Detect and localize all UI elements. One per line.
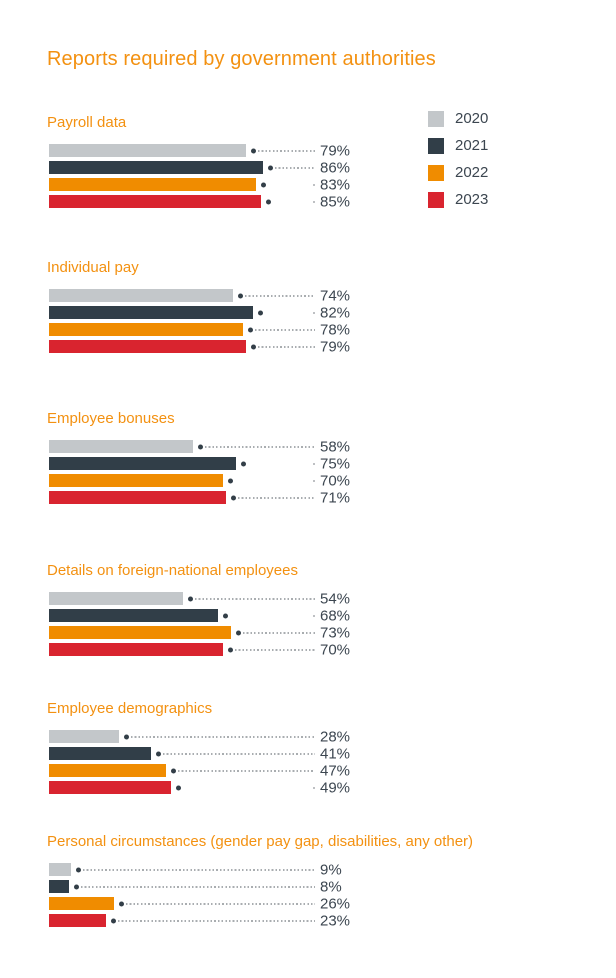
chart-group — [47, 700, 587, 796]
bar-2023 — [49, 643, 223, 656]
legend-label: 2023 — [455, 191, 489, 208]
leader-dotted-line — [255, 329, 315, 331]
value-label: 74% — [320, 287, 351, 304]
bar-row-2022 — [49, 323, 379, 336]
bar-end-dot — [251, 344, 256, 349]
leader-dotted-line — [163, 753, 315, 755]
bar-rows — [49, 289, 379, 357]
leader-dotted-line — [245, 295, 315, 297]
leader-dot — [313, 312, 315, 314]
leader-dotted-line — [178, 770, 315, 772]
legend-swatch-2021 — [428, 138, 444, 154]
bar-2020 — [49, 440, 193, 453]
bar-end-dot — [231, 495, 236, 500]
bar-end-dot — [156, 751, 161, 756]
value-label: 9% — [320, 861, 342, 878]
bar-end-dot — [198, 444, 203, 449]
legend-item-2021 — [428, 138, 488, 154]
bar-end-dot — [119, 901, 124, 906]
bar-row-2023 — [49, 914, 379, 927]
bar-row-2021 — [49, 161, 379, 174]
leader-dotted-line — [235, 649, 315, 651]
bar-row-2021 — [49, 306, 379, 319]
group-title: Individual pay — [47, 259, 139, 276]
bar-end-dot — [171, 768, 176, 773]
bar-row-2020 — [49, 440, 379, 453]
group-title: Employee bonuses — [47, 410, 175, 427]
bar-2022 — [49, 626, 231, 639]
value-label: 8% — [320, 878, 342, 895]
bar-row-2021 — [49, 609, 379, 622]
bar-end-dot — [266, 199, 271, 204]
group-title: Payroll data — [47, 114, 127, 131]
bar-2023 — [49, 195, 261, 208]
bar-rows — [49, 440, 379, 508]
leader-dotted-line — [126, 903, 315, 905]
bar-end-dot — [241, 461, 246, 466]
bar-end-dot — [228, 478, 233, 483]
bar-rows — [49, 730, 379, 798]
leader-dotted-line — [258, 150, 315, 152]
legend-label: 2020 — [455, 110, 489, 127]
bar-2023 — [49, 781, 171, 794]
value-label: 23% — [320, 912, 351, 929]
legend-label: 2021 — [455, 137, 489, 154]
bar-row-2023 — [49, 195, 379, 208]
leader-dot — [313, 787, 315, 789]
bar-end-dot — [111, 918, 116, 923]
leader-dotted-line — [275, 167, 315, 169]
bar-row-2022 — [49, 764, 379, 777]
bar-end-dot — [223, 613, 228, 618]
bar-2023 — [49, 491, 226, 504]
bar-end-dot — [188, 596, 193, 601]
bar-row-2023 — [49, 491, 379, 504]
bar-row-2023 — [49, 781, 379, 794]
bar-row-2021 — [49, 880, 379, 893]
leader-dot — [313, 480, 315, 482]
value-label: 86% — [320, 159, 351, 176]
value-label: 83% — [320, 176, 351, 193]
chart-group — [47, 833, 587, 929]
leader-dotted-line — [238, 497, 315, 499]
value-label: 79% — [320, 142, 351, 159]
value-label: 79% — [320, 338, 351, 355]
leader-dotted-line — [83, 869, 315, 871]
bar-row-2020 — [49, 144, 379, 157]
leader-dotted-line — [131, 736, 315, 738]
bar-row-2022 — [49, 626, 379, 639]
bar-end-dot — [248, 327, 253, 332]
legend-swatch-2023 — [428, 192, 444, 208]
value-label: 26% — [320, 895, 351, 912]
bar-row-2020 — [49, 863, 379, 876]
bar-end-dot — [124, 734, 129, 739]
value-label: 73% — [320, 624, 351, 641]
bar-end-dot — [261, 182, 266, 187]
bar-end-dot — [236, 630, 241, 635]
bar-2020 — [49, 592, 183, 605]
leader-dotted-line — [118, 920, 315, 922]
bar-2022 — [49, 323, 243, 336]
bar-end-dot — [268, 165, 273, 170]
bar-row-2020 — [49, 592, 379, 605]
bar-row-2020 — [49, 289, 379, 302]
bar-row-2023 — [49, 340, 379, 353]
chart-group — [47, 259, 587, 355]
bar-2023 — [49, 914, 106, 927]
legend-item-2022 — [428, 165, 488, 181]
leader-dotted-line — [243, 632, 315, 634]
legend-item-2023 — [428, 192, 488, 208]
value-label: 28% — [320, 728, 351, 745]
bar-2021 — [49, 747, 151, 760]
group-title: Details on foreign-national employees — [47, 562, 298, 579]
bar-end-dot — [228, 647, 233, 652]
value-label: 85% — [320, 193, 351, 210]
leader-dotted-line — [205, 446, 315, 448]
bar-end-dot — [74, 884, 79, 889]
value-label: 47% — [320, 762, 351, 779]
bar-row-2022 — [49, 897, 379, 910]
bar-row-2022 — [49, 178, 379, 191]
value-label: 58% — [320, 438, 351, 455]
bar-end-dot — [238, 293, 243, 298]
bar-2020 — [49, 863, 71, 876]
bar-2020 — [49, 289, 233, 302]
bar-rows — [49, 144, 379, 212]
legend-label: 2022 — [455, 164, 489, 181]
bar-end-dot — [251, 148, 256, 153]
bar-2023 — [49, 340, 246, 353]
value-label: 82% — [320, 304, 351, 321]
leader-dot — [313, 184, 315, 186]
bar-row-2020 — [49, 730, 379, 743]
value-label: 70% — [320, 641, 351, 658]
value-label: 71% — [320, 489, 351, 506]
bar-2022 — [49, 474, 223, 487]
bar-row-2021 — [49, 457, 379, 470]
bar-2021 — [49, 457, 236, 470]
bar-2022 — [49, 897, 114, 910]
value-label: 68% — [320, 607, 351, 624]
chart-group — [47, 562, 587, 658]
leader-dot — [313, 463, 315, 465]
value-label: 75% — [320, 455, 351, 472]
bar-rows — [49, 592, 379, 660]
value-label: 78% — [320, 321, 351, 338]
bar-row-2021 — [49, 747, 379, 760]
leader-dotted-line — [195, 598, 315, 600]
value-label: 41% — [320, 745, 351, 762]
bar-row-2023 — [49, 643, 379, 656]
group-title: Employee demographics — [47, 700, 213, 717]
bar-2021 — [49, 306, 253, 319]
leader-dot — [313, 201, 315, 203]
bar-end-dot — [176, 785, 181, 790]
legend-swatch-2022 — [428, 165, 444, 181]
bar-row-2022 — [49, 474, 379, 487]
value-label: 49% — [320, 779, 351, 796]
group-title: Personal circumstances (gender pay gap, disabilities, any other) — [47, 833, 474, 850]
bar-2022 — [49, 764, 166, 777]
bar-2021 — [49, 161, 263, 174]
leader-dotted-line — [258, 346, 315, 348]
leader-dotted-line — [81, 886, 315, 888]
bar-2020 — [49, 730, 119, 743]
bar-2022 — [49, 178, 256, 191]
bar-rows — [49, 863, 379, 931]
bar-end-dot — [76, 867, 81, 872]
bar-2021 — [49, 880, 69, 893]
bar-end-dot — [258, 310, 263, 315]
chart-group — [47, 410, 587, 506]
page-title: Reports required by government authorities — [47, 48, 436, 70]
bar-2021 — [49, 609, 218, 622]
leader-dot — [313, 615, 315, 617]
bar-2020 — [49, 144, 246, 157]
value-label: 70% — [320, 472, 351, 489]
value-label: 54% — [320, 590, 351, 607]
